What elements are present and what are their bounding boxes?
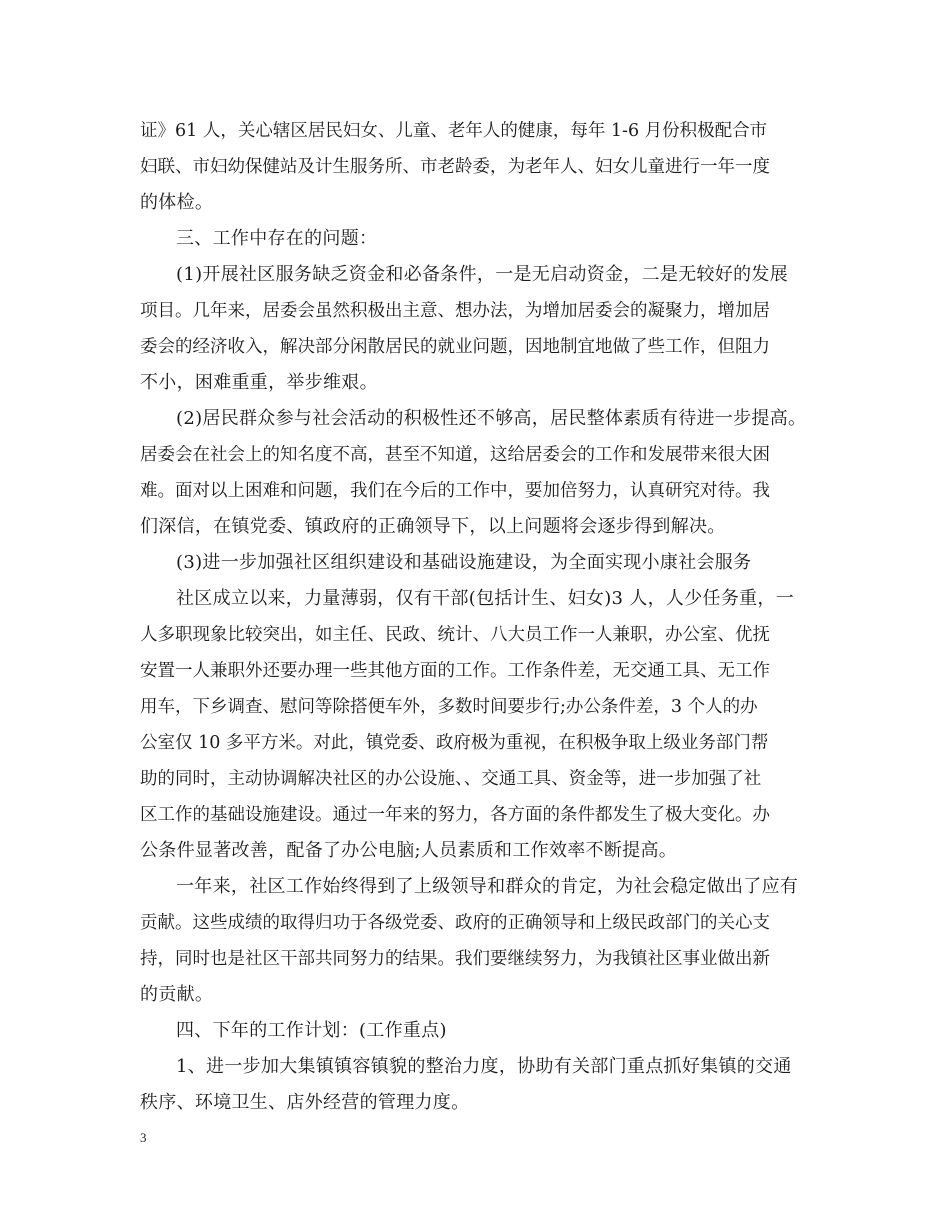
- paragraph-line: 秩序、环境卫生、店外经营的管理力度。: [140, 1092, 470, 1113]
- paragraph-line: 安置一人兼职外还要办理一些其他方面的工作。工作条件差，无交通工具、无工作: [140, 661, 770, 681]
- page-number: 3: [140, 1130, 147, 1145]
- paragraph-line: 助的同时，主动协调解决社区的办公设施、、交通工具、资金等，进一步加强了社: [140, 769, 762, 789]
- paragraph-line: 不小，困难重重，举步维艰。: [140, 372, 378, 393]
- paragraph-line: 人多职现象比较突出，如主任、民政、统计、八大员工作一人兼职，办公室、优抚: [140, 625, 770, 645]
- paragraph-line: 证》61 人，关心辖区居民妇女、儿童、老年人的健康，每年 1-6 月份积极配合市: [140, 121, 768, 141]
- paragraph-line: (3)进一步加强社区组织建设和基础设施建设，为全面实现小康社会服务: [176, 552, 752, 573]
- paragraph-line: 持，同时也是社区干部共同努力的结果。我们要继续努力，为我镇社区事业做出新: [140, 949, 770, 969]
- paragraph-line: 用车，下乡调查、慰问等除搭便车外，多数时间要步行;办公条件差，3 个人的办: [140, 697, 758, 717]
- paragraph-line: 一年来，社区工作始终得到了上级领导和群众的肯定，为社会稳定做出了应有: [176, 876, 799, 897]
- paragraph-line: 社区成立以来，力量薄弱，仅有干部(包括计生、妇女)3 人，人少任务重，一: [176, 588, 795, 609]
- document-body: [140, 113, 812, 1121]
- paragraph-line: 公条件显著改善，配备了办公电脑;人员素质和工作效率不断提高。: [140, 840, 678, 861]
- paragraph-line: 1、进一步加大集镇镇容镇貌的整治力度，协助有关部门重点抓好集镇的交通: [176, 1056, 792, 1077]
- section-heading: 三、工作中存在的问题：: [176, 228, 378, 249]
- paragraph-line: 的贡献。: [140, 984, 214, 1005]
- paragraph-line: 的体检。: [140, 192, 214, 213]
- paragraph-line: 项目。几年来，居委会虽然积极出主意、想办法，为增加居委会的凝聚力，增加居: [140, 301, 770, 321]
- paragraph-line: 贡献。这些成绩的取得归功于各级党委、政府的正确领导和上级民政部门的关心支: [140, 913, 770, 933]
- paragraph-line: (1)开展社区服务缺乏资金和必备条件，一是无启动资金，二是无较好的发展: [176, 264, 788, 285]
- paragraph-line: (2)居民群众参与社会活动的积极性还不够高，居民整体素质有待进一步提高。: [176, 408, 807, 429]
- paragraph-line: 们深信，在镇党委、镇政府的正确领导下，以上问题将会逐步得到解决。: [140, 516, 726, 537]
- paragraph-line: 难。面对以上困难和问题，我们在今后的工作中，要加倍努力，认真研究对待。我: [140, 481, 770, 501]
- section-heading: 四、下年的工作计划：(工作重点): [176, 1020, 447, 1041]
- paragraph-line: 公室仅 10 多平方米。对此，镇党委、政府极为重视，在积极争取上级业务部门帮: [140, 733, 769, 753]
- paragraph-line: 委会的经济收入，解决部分闲散居民的就业问题，因地制宜地做了些工作，但阻力: [140, 337, 770, 357]
- paragraph-line: 区工作的基础设施建设。通过一年来的努力，各方面的条件都发生了极大变化。办: [140, 805, 770, 825]
- paragraph-line: 妇联、市妇幼保健站及计生服务所、市老龄委，为老年人、妇女儿童进行一年一度: [140, 157, 770, 177]
- paragraph-line: 居委会在社会上的知名度不高，甚至不知道，这给居委会的工作和发展带来很大困: [140, 445, 770, 465]
